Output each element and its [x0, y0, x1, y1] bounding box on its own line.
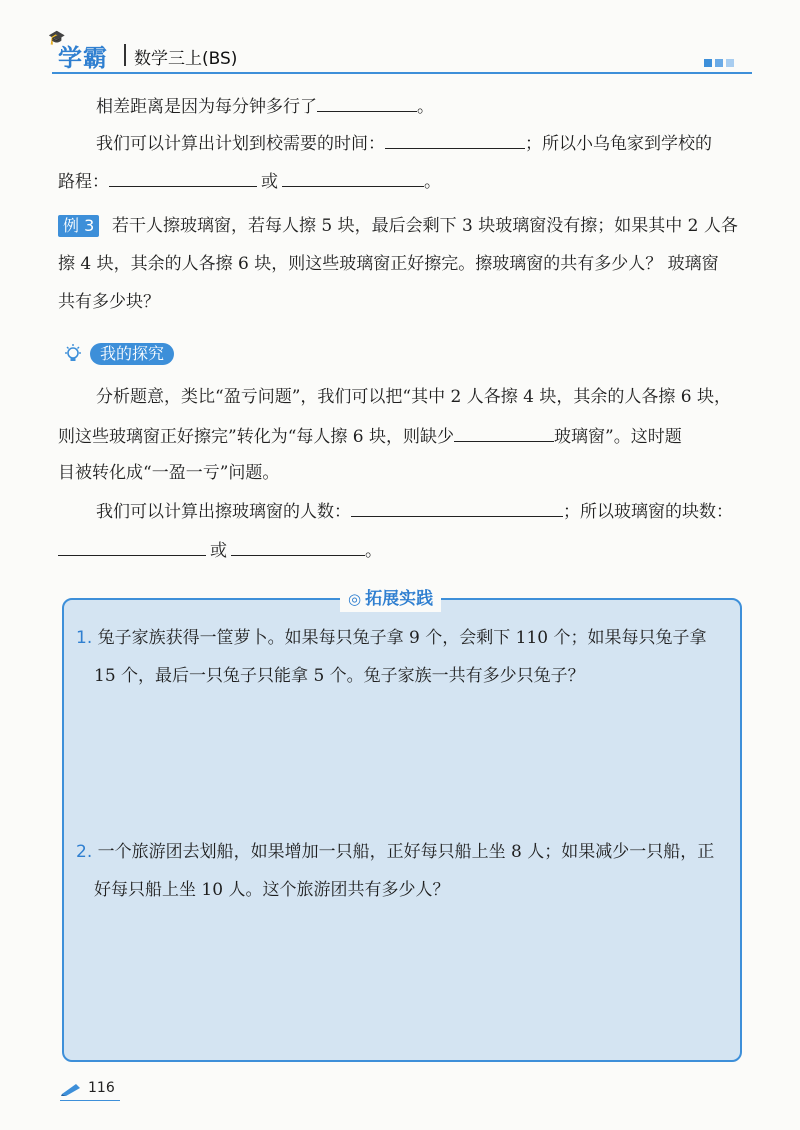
answer-blank[interactable]: [58, 537, 206, 556]
footer-rule: [60, 1100, 120, 1101]
target-icon: ◎: [348, 590, 362, 608]
answer-blank[interactable]: [231, 537, 365, 556]
text: 则这些玻璃窗正好擦完”转化为“每人擦 6 块，则缺少: [58, 427, 455, 447]
text: ；所以玻璃窗的块数：: [563, 502, 733, 522]
explore-line2: [58, 423, 682, 449]
practice-title-text: 拓展实践: [365, 589, 434, 609]
text: 或: [210, 541, 227, 561]
answer-blank[interactable]: [317, 93, 417, 112]
question-number: 2.: [76, 842, 93, 862]
question-2-answer-area[interactable]: [90, 914, 720, 1044]
text: 或: [261, 172, 278, 192]
explore-line3: 目被转化成“一盈一亏”问题。: [58, 463, 280, 483]
header-rule: [52, 72, 752, 74]
explore-heading: [62, 341, 186, 367]
answer-blank[interactable]: [282, 168, 424, 187]
example-line2: 擦 4 块，其余的人各擦 6 块，则这些玻璃窗正好擦完。擦玻璃窗的共有多少人？ 玻璃窗: [58, 254, 719, 274]
subject-title: 数学三上(BS): [134, 49, 238, 69]
brand-logo: 学霸: [58, 44, 108, 72]
answer-blank[interactable]: [385, 130, 525, 149]
answer-blank[interactable]: [351, 498, 563, 517]
graduation-cap-icon: 🎓: [48, 30, 66, 46]
para1-line2: [96, 130, 712, 156]
text: 路程：: [58, 172, 109, 192]
explore-line4: [96, 498, 733, 524]
text: 。: [424, 172, 441, 192]
text: ；所以小乌龟家到学校的: [525, 134, 712, 154]
explore-line5: [58, 537, 382, 563]
para1-line1: [96, 93, 434, 119]
pencil-icon: [60, 1082, 82, 1096]
explore-line1: 分析题意，类比“盈亏问题”，我们可以把“其中 2 人各擦 4 块，其余的人各擦 6 块，: [96, 387, 731, 407]
page-header: [48, 30, 752, 72]
example-line1: 若干人擦玻璃窗，若每人擦 5 块，最后会剩下 3 块玻璃窗没有擦；如果其中 2 人各: [112, 216, 738, 236]
text: 玻璃窗”。这时题: [554, 427, 682, 447]
lightbulb-icon: [62, 343, 84, 365]
answer-blank[interactable]: [109, 168, 257, 187]
explore-label: 我的探究: [90, 343, 174, 365]
para1-line3: [58, 168, 441, 194]
text: 我们可以计算出擦玻璃窗的人数：: [96, 502, 351, 522]
header-squares-decoration: [701, 52, 734, 71]
text: 一个旅游团去划船，如果增加一只船，正好每只船上坐 8 人；如果减少一只船，正: [97, 842, 715, 862]
question-number: 1.: [76, 628, 93, 648]
text: 兔子家族获得一筐萝卜。如果每只兔子拿 9 个，会剩下 110 个；如果每只兔子拿: [97, 628, 707, 648]
text: 。: [365, 541, 382, 561]
question-1-answer-area[interactable]: [90, 700, 720, 820]
example-tag: 例 3: [58, 215, 99, 237]
text: 相差距离是因为每分钟多行了: [96, 97, 317, 117]
text: 。: [417, 97, 434, 117]
question-1-line2: 15 个，最后一只兔子只能拿 5 个。兔子家族一共有多少只兔子？: [94, 666, 585, 686]
text: 我们可以计算出计划到校需要的时间：: [96, 134, 385, 154]
header-divider: [124, 44, 126, 66]
example-line3: 共有多少块？: [58, 292, 160, 312]
answer-blank[interactable]: [454, 423, 554, 442]
question-1-line1: [76, 626, 707, 650]
question-2-line2: 好每只船上坐 10 人。这个旅游团共有多少人？: [94, 880, 450, 900]
question-2-line1: [76, 840, 714, 864]
page-number: 116: [88, 1080, 115, 1096]
practice-title: [340, 586, 441, 612]
